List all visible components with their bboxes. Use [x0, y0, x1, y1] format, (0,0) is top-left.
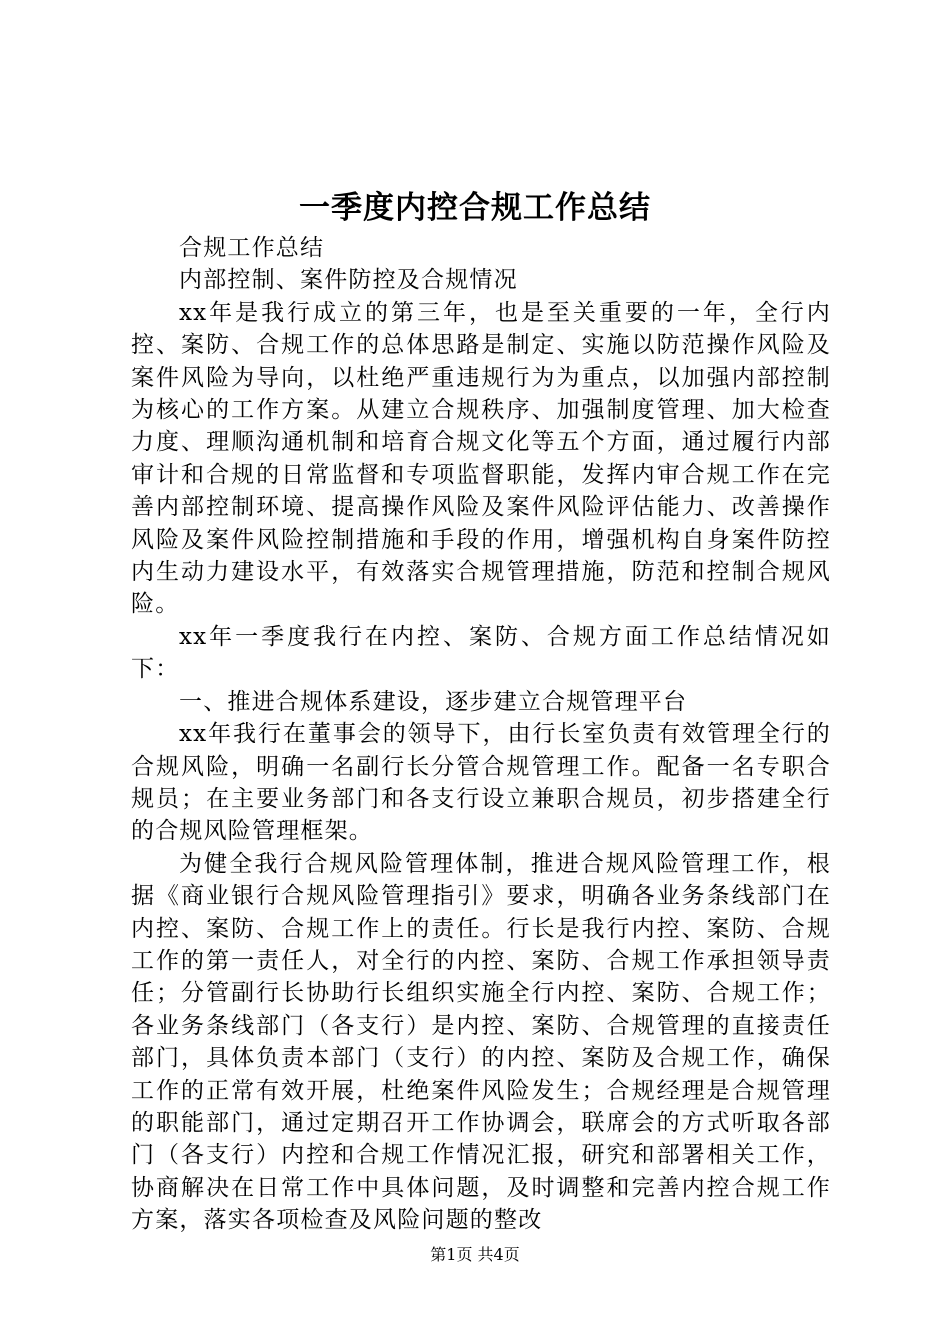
- page-footer: 第1页 共4页: [430, 1245, 520, 1264]
- document-body: [131, 232, 831, 1237]
- paragraph-responsibility: 为健全我行合规风险管理体制，推进合规风险管理工作，根据《商业银行合规风险管理指引》要求，明确各业务条线部门在内控、案防、合规工作上的责任。行长是我行内控、案防、合规工作的第一责任人，对全行的内控、案防、合规工作承担领导责任；分管副行长协助行长组织实施全行内控、案防、合规工作；各业务条线部门（各支行）是内控、案防、合规管理的直接责任部门，具体负责本部门（支行）的内控、案防及合规工作，确保工作的正常有效开展，杜绝案件风险发生；合规经理是合规管理的职能部门，通过定期召开工作协调会，联席会的方式听取各部门（各支行）内控和合规工作情况汇报，研究和部署相关工作，协商解决在日常工作中具体问题，及时调整和完善内控合规工作方案，落实各项检查及风险问题的整改: [131, 850, 831, 1234]
- paragraph-summary-intro: xx年一季度我行在内控、案防、合规方面工作总结情况如下：: [131, 623, 831, 683]
- paragraph-subtitle: 合规工作总结: [179, 235, 325, 261]
- paragraph-overview: xx年是我行成立的第三年，也是至关重要的一年，全行内控、案防、合规工作的总体思路是制定、实施以防范操作风险及案件风险为导向，以杜绝严重违规行为为重点，以加强内部控制为核心的工作方案。从建立合规秩序、加强制度管理、加大检查力度、理顺沟通机制和培育合规文化等五个方面，通过履行内部审计和合规的日常监督和专项监督职能，发挥内审合规工作在完善内部控制环境、提高操作风险及案件风险评估能力、改善操作风险及案件风险控制措施和手段的作用，增强机构自身案件防控内生动力建设水平，有效落实合规管理措施，防范和控制合规风险。: [131, 299, 831, 618]
- paragraph-compliance-system: xx年我行在董事会的领导下，由行长室负责有效管理全行的合规风险，明确一名副行长分管合规管理工作。配备一名专职合规员；在主要业务部门和各支行设立兼职合规员，初步搭建全行的合规风险管理框架。: [131, 721, 831, 845]
- paragraph-section-heading: 内部控制、案件防控及合规情况: [179, 267, 518, 294]
- document-title: 一季度内控合规工作总结: [299, 190, 651, 226]
- paragraph-heading-one: 一、推进合规体系建设，逐步建立合规管理平台: [179, 688, 688, 715]
